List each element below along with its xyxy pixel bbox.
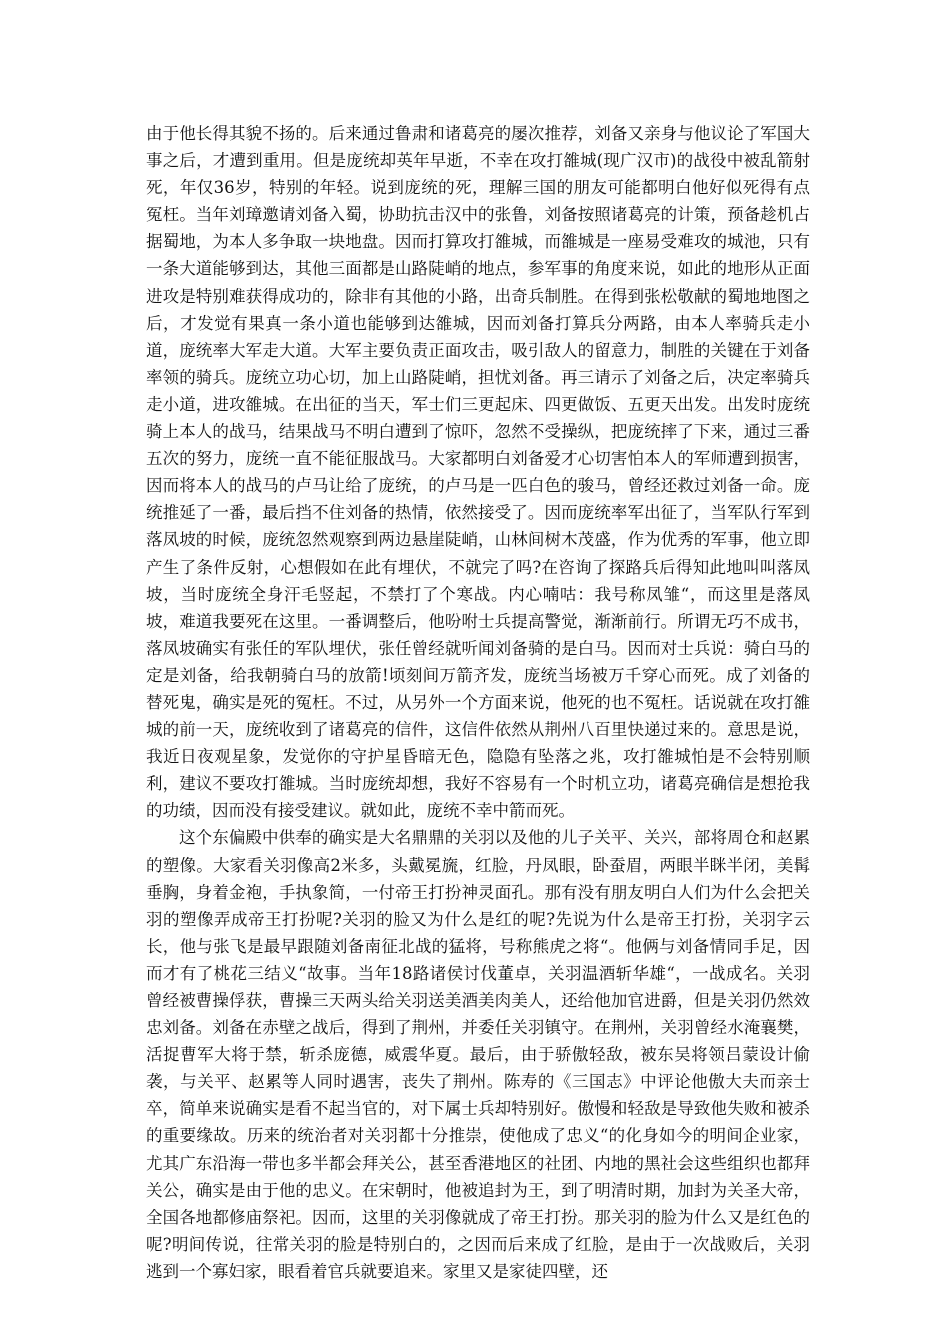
body-text [146,120,810,1285]
paragraph-guan-yu: 这个东偏殿中供奉的确实是大名鼎鼎的关羽以及他的儿子关平、关兴，部将周仓和赵累的塑像。大家看关羽像高2米多，头戴冕旒，红脸，丹凤眼，卧蚕眉，两眼半眯半闭，美髯垂胸，身着金袍，手执象简，一付帝王打扮神灵面孔。那有没有朋友明白人们为什么会把关羽的塑像弄成帝王打扮呢?关羽的脸又为什么是红的呢?先说为什么是帝王打扮，关羽字云长，他与张飞是最早跟随刘备南征北战的猛将，号称熊虎之将“。他俩与刘备情同手足，因而才有了桃花三结义“故事。当年18路诸侯讨伐董卓，关羽温酒斩华雄“，一战成名。关羽曾经被曹操俘获，曹操三天两头给关羽送美酒美肉美人，还给他加官进爵，但是关羽仍然效忠刘备。刘备在赤壁之战后，得到了荆州，并委任关羽镇守。在荆州，关羽曾经水淹襄樊，活捉曹军大将于禁，斩杀庞德，威震华夏。最后，由于骄傲轻敌，被东吴将领吕蒙设计偷袭，与关平、赵累等人同时遇害，丧失了荆州。陈寿的《三国志》中评论他傲大夫而亲士卒，简单来说确实是看不起当官的，对下属士兵却特别好。傲慢和轻敌是导致他失败和被杀的重要缘故。历来的统治者对关羽都十分推崇，使他成了忠义“的化身如今的明间企业家，尤其广东沿海一带也多半都会拜关公，甚至香港地区的社团、内地的黑社会这些组织也都拜关公，确实是由于他的忠义。在宋朝时，他被追封为王，到了明清时期，加封为关圣大帝，全国各地都修庙祭祀。因而，这里的关羽像就成了帝王打扮。那关羽的脸为什么又是红色的呢?明间传说，往常关羽的脸是特别白的，之因而后来成了红脸，是由于一次战败后，关羽逃到一个寡妇家，眼看着官兵就要追来。家里又是家徒四壁，还 [146,828,810,1281]
paragraph-pang-tong: 由于他长得其貌不扬的。后来通过鲁肃和诸葛亮的屡次推荐，刘备又亲身与他议论了军国大事之后，才遭到重用。但是庞统却英年早逝，不幸在攻打雒城(现广汉市)的战役中被乱箭射死，年仅36岁，特别的年轻。说到庞统的死，理解三国的朋友可能都明白他好似死得有点冤枉。当年刘璋邀请刘备入蜀，协助抗击汉中的张鲁，刘备按照诸葛亮的计策，预备趁机占据蜀地，为本人多争取一块地盘。因而打算攻打雒城，而雒城是一座易受难攻的城池，只有一条大道能够到达，其他三面都是山路陡峭的地点，参军事的角度来说，如此的地形从正面进攻是特别难获得成功的，除非有其他的小路，出奇兵制胜。在得到张松敬献的蜀地地图之后，才发觉有果真一条小道也能够到达雒城，因而刘备打算兵分两路，由本人率骑兵走小道，庞统率大军走大道。大军主要负责正面攻击，吸引敌人的留意力，制胜的关键在于刘备率领的骑兵。庞统立功心切，加上山路陡峭，担忧刘备。再三请示了刘备之后，决定率骑兵走小道，进攻雒城。在出征的当天，军士们三更起床、四更做饭、五更天出发。出发时庞统骑上本人的战马，结果战马不明白遭到了惊吓，忽然不受操纵，把庞统摔了下来，通过三番五次的努力，庞统一直不能征服战马。大家都明白刘备爱才心切害怕本人的军师遭到损害，因而将本人的战马的卢马让给了庞统，的卢马是一匹白色的骏马，曾经还救过刘备一命。庞统推延了一番，最后挡不住刘备的热情，依然接受了。因而庞统率军出征了，当军队行军到落凤坡的时候，庞统忽然观察到两边悬崖陡峭，山林间树木茂盛，作为优秀的军事，他立即产生了条件反射，心想假如在此有埋伏，不就完了吗?在咨询了探路兵后得知此地叫叫落凤坡，当时庞统全身汗毛竖起，不禁打了个寒战。内心喃咕：我号称凤雏“，而这里是落凤坡，难道我要死在这里。一番调整后，他吩咐士兵提高警觉，渐渐前行。所谓无巧不成书，落凤坡确实有张任的军队埋伏，张任曾经就听闻刘备骑的是白马。因而对士兵说：骑白马的定是刘备，给我朝骑白马的放箭!顷刻间万箭齐发，庞统当场被万千穿心而死。成了刘备的替死鬼，确实是死的冤枉。不过，从另外一个方面来说，他死的也不冤枉。话说就在攻打雒城的前一天，庞统收到了诸葛亮的信件，这信件依然从荆州八百里快递过来的。意思是说，我近日夜观星象，发觉你的守护星昏暗无色，隐隐有坠落之兆，攻打雒城怕是不会特别顺利，建议不要攻打雒城。当时庞统却想，我好不容易有一个时机立功，诸葛亮确信是想抢我的功绩，因而没有接受建议。就如此，庞统不幸中箭而死。 [146,124,810,821]
